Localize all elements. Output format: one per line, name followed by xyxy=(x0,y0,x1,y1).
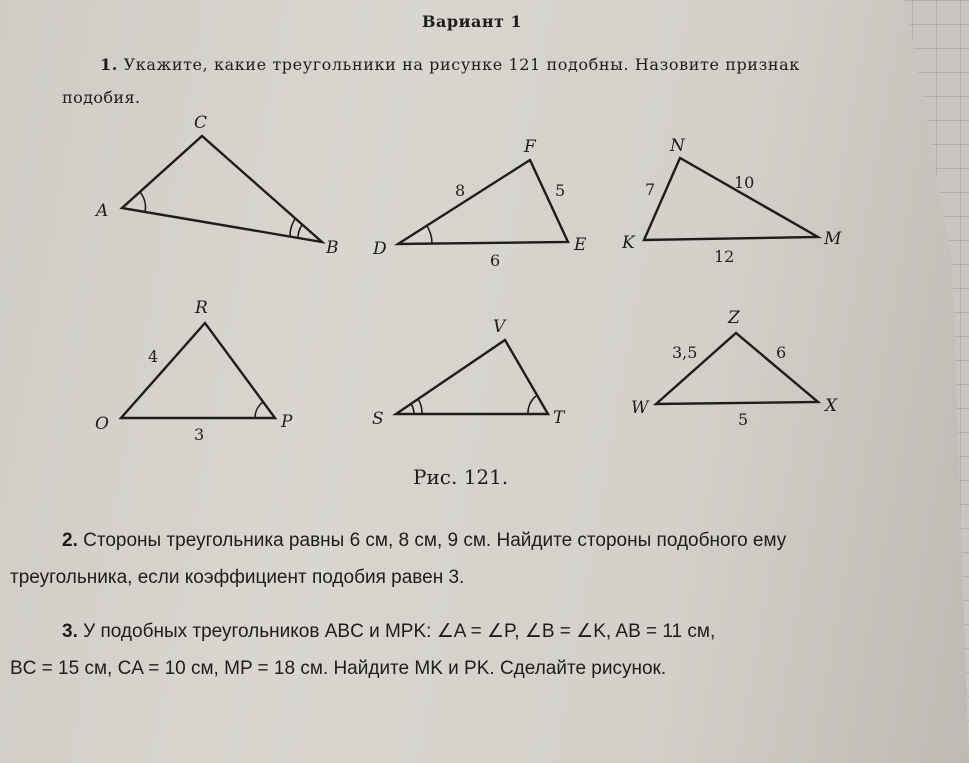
triangle-opr-angle-p-arc xyxy=(255,402,263,418)
triangle-def-angle-d-arc xyxy=(427,226,432,243)
task2-line2: треугольника, если коэффициент подобия равен 3. xyxy=(10,567,465,588)
length-de: 6 xyxy=(490,251,501,270)
length-wz: 3,5 xyxy=(672,343,698,362)
triangle-stv-angle-s-arc-inner xyxy=(411,404,414,414)
triangle-abc-angle-a-arc xyxy=(140,192,145,212)
task1-number: 1. xyxy=(100,55,118,74)
label-p: P xyxy=(281,412,293,432)
label-d: D xyxy=(373,239,387,259)
label-r: R xyxy=(195,298,208,318)
triangle-kmn-shape xyxy=(644,158,818,240)
task2-line1 xyxy=(62,530,786,552)
triangle-opr xyxy=(95,298,293,444)
label-a: A xyxy=(96,201,109,221)
label-c: C xyxy=(194,113,208,133)
task3-line1 xyxy=(62,620,715,643)
length-op: 3 xyxy=(194,425,205,444)
triangle-kmn xyxy=(621,136,842,266)
label-v: V xyxy=(493,317,506,337)
triangle-def xyxy=(372,137,587,270)
length-kn: 7 xyxy=(645,180,656,199)
triangle-stv xyxy=(372,317,566,429)
task2-number: 2. xyxy=(62,530,78,551)
triangle-stv-shape xyxy=(396,340,548,414)
length-km: 12 xyxy=(714,247,735,266)
label-t: T xyxy=(553,408,565,428)
task3-text: У подобных треугольников ABC и MPK: ∠A = ∠P, ∠B = ∠K, AB = 11 см, xyxy=(83,621,716,642)
task3-number: 3. xyxy=(62,621,78,642)
triangle-abc-angle-b-arc-inner xyxy=(298,225,302,237)
length-df: 8 xyxy=(455,181,466,200)
task1-text: Укажите, какие треугольники на рисунке 121 подобны. Назовите признак xyxy=(123,55,800,74)
length-wx: 5 xyxy=(738,410,749,429)
label-s: S xyxy=(372,409,384,429)
label-n: N xyxy=(670,136,685,156)
label-w: W xyxy=(631,398,649,418)
triangle-wxz xyxy=(631,308,838,429)
task2-text: Стороны треугольника равны 6 см, 8 см, 9 см. Найдите стороны подобного ему xyxy=(83,530,787,551)
variant-title: Вариант 1 xyxy=(422,12,523,31)
figure-caption: Рис. 121. xyxy=(413,465,509,489)
length-or: 4 xyxy=(148,347,159,366)
label-b: B xyxy=(326,238,339,258)
label-z: Z xyxy=(728,308,740,328)
triangle-stv-angle-t-arc xyxy=(528,396,536,414)
triangle-abc-angle-b-arc-outer xyxy=(290,219,295,236)
task1-line2: подобия. xyxy=(62,88,141,107)
triangle-opr-shape xyxy=(121,323,275,418)
length-zx: 6 xyxy=(776,343,787,362)
label-k: K xyxy=(622,233,635,253)
label-f: F xyxy=(524,137,536,157)
length-fe: 5 xyxy=(555,181,566,200)
label-m: M xyxy=(824,229,842,249)
triangle-def-shape xyxy=(398,160,568,244)
task3-line2: BC = 15 см, CA = 10 см, MP = 18 см. Найдите MK и PK. Сделайте рисунок. xyxy=(10,658,667,679)
label-x: X xyxy=(825,396,838,416)
triangle-stv-angle-s-arc-outer xyxy=(418,399,422,414)
triangle-abc xyxy=(94,113,339,258)
label-e: E xyxy=(574,235,587,255)
label-o: O xyxy=(95,414,109,434)
length-nm: 10 xyxy=(734,173,755,192)
